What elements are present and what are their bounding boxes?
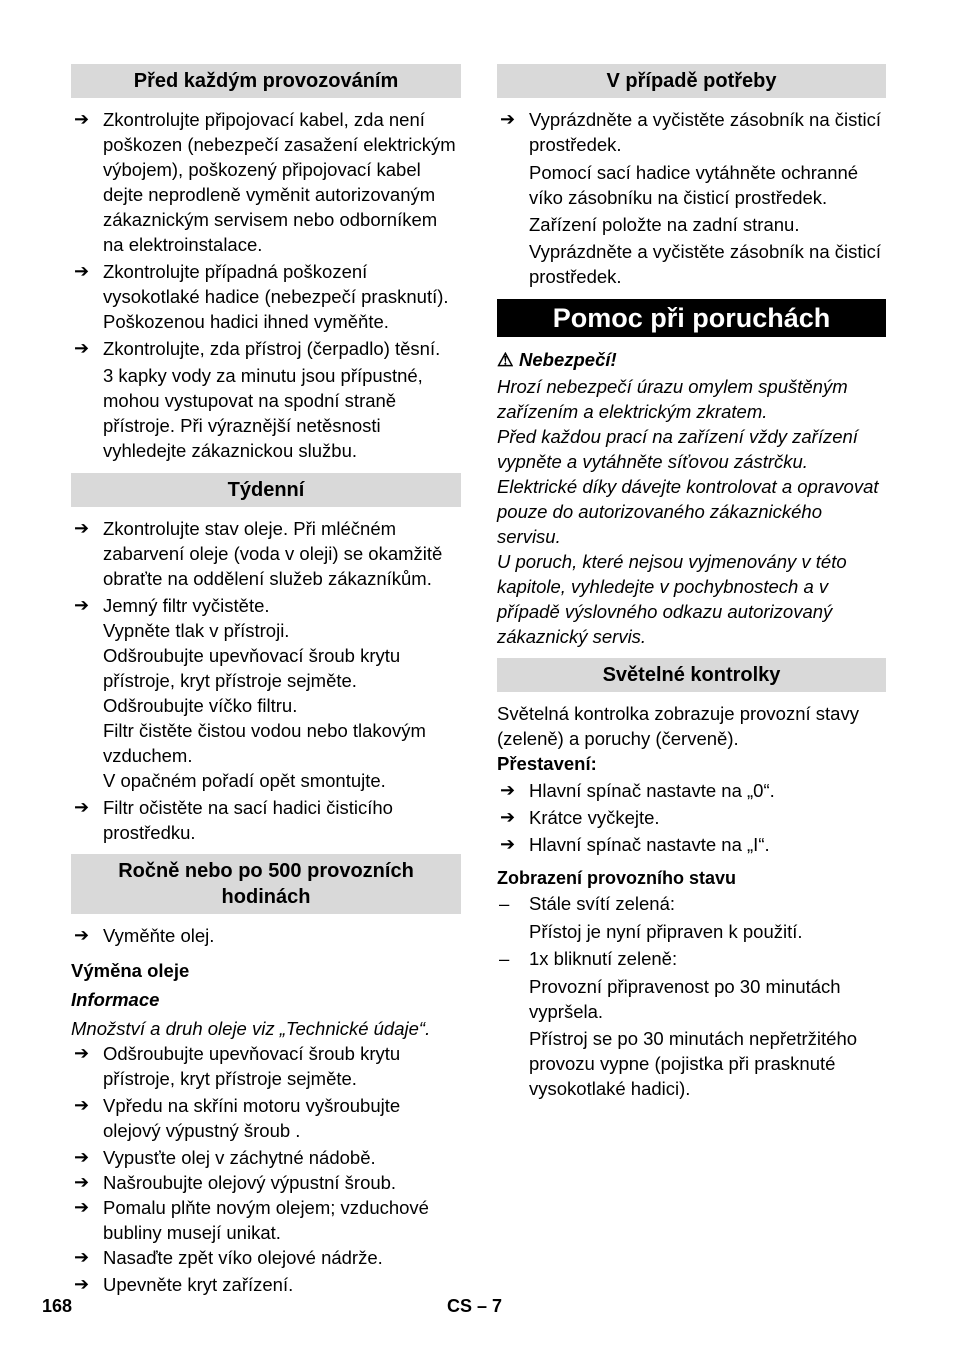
danger-text: Hrozí nebezpečí úrazu omylem spuštěným zařízením a elektrickým zkratem.: [497, 376, 848, 422]
arrow-right-icon: ➔: [500, 780, 516, 800]
warning-triangle-icon: ⚠: [497, 349, 514, 370]
list-item: ➔ Zkontrolujte, zda přístroj (čerpadlo) těsní.: [74, 338, 441, 359]
arrow-right-icon: ➔: [74, 1147, 90, 1167]
list-item: ➔ Zkontrolujte případná poškození vysokotlaké hadice (nebezpečí prasknutí).: [74, 261, 449, 307]
arrow-right-icon: ➔: [74, 338, 90, 358]
list-item: – 1x bliknutí zeleně:: [499, 948, 678, 969]
chapter-heading-troubleshooting: Pomoc při poruchách: [497, 299, 886, 337]
list-item: ➔ Vpředu na skříni motoru vyšroubujte olejový výpustný šroub .: [74, 1095, 401, 1141]
subheading-reset: Přestavení:: [497, 753, 597, 774]
section-heading-indicator-lights: Světelné kontrolky: [497, 658, 886, 692]
list-item: ➔ Zkontrolujte připojovací kabel, zda není poškozen (nebezpečí zasažení elektrickým výbojem), poškozený připojovací kabel dejte neprodleně vyměnit autorizovaným zákaznickým servisem nebo odborníkem na elektroinstalace.: [74, 109, 456, 255]
info-label: Informace: [71, 989, 160, 1010]
arrow-right-icon: ➔: [74, 1247, 90, 1267]
paragraph: Světelná kontrolka zobrazuje provozní stavy (zeleně) a poruchy (červeně).: [497, 703, 859, 749]
arrow-right-icon: ➔: [74, 595, 90, 615]
arrow-right-icon: ➔: [74, 1274, 90, 1294]
paragraph: Provozní připravenost po 30 minutách vypršela.: [529, 976, 841, 1022]
arrow-right-icon: ➔: [500, 807, 516, 827]
section-heading-yearly: Ročně nebo po 500 provozních hodinách: [71, 854, 461, 914]
paragraph: 3 kapky vody za minutu jsou přípustné, mohou vystupovat na spodní straně přístroje. Při výraznější netěsnosti vyhledejte zákaznickou službu.: [103, 365, 423, 461]
list-item: ➔ Vyprázdněte a vyčistěte zásobník na čisticí prostředek.: [500, 109, 882, 155]
paragraph: Odšroubujte upevňovací šroub krytu přístroje, kryt přístroje sejměte.: [103, 645, 401, 691]
arrow-right-icon: ➔: [74, 1095, 90, 1115]
danger-text: Elektrické díky dávejte kontrolovat a opravovat pouze do autorizovaného zákaznického servisu.: [497, 476, 879, 547]
subheading-operating-status: Zobrazení provozního stavu: [497, 868, 737, 888]
paragraph: Zařízení položte na zadní stranu.: [529, 214, 800, 235]
list-item: ➔ Filtr očistěte na sací hadici čisticího prostředku.: [74, 797, 393, 843]
list-item: ➔ Odšroubujte upevňovací šroub krytu přístroje, kryt přístroje sejměte.: [74, 1043, 401, 1089]
left-column: [71, 64, 461, 1297]
arrow-right-icon: ➔: [74, 1043, 90, 1063]
paragraph: Přístoj je nyní připraven k použití.: [529, 921, 803, 942]
list-item: – Stále svítí zelená:: [499, 893, 676, 914]
list-item: ➔ Hlavní spínač nastavte na „0“.: [500, 780, 775, 801]
list-item: ➔ Nasaďte zpět víko olejové nádrže.: [74, 1247, 383, 1268]
list-item: ➔ Upevněte kryt zařízení.: [74, 1274, 294, 1295]
list-item: ➔ Krátce vyčkejte.: [500, 807, 660, 828]
section-heading-before-each-use: Před každým provozováním: [71, 64, 461, 98]
list-item: ➔ Jemný filtr vyčistěte.: [74, 595, 270, 616]
arrow-right-icon: ➔: [500, 109, 516, 129]
list-item: ➔ Vyměňte olej.: [74, 925, 215, 946]
arrow-right-icon: ➔: [74, 1197, 90, 1217]
paragraph: Vypněte tlak v přístroji.: [103, 620, 290, 641]
arrow-right-icon: ➔: [74, 925, 90, 945]
dash-bullet: –: [499, 893, 510, 914]
arrow-right-icon: ➔: [74, 1172, 90, 1192]
page-code: CS – 7: [447, 1296, 503, 1316]
paragraph: Poškozenou hadici ihned vyměňte.: [103, 311, 389, 332]
right-column: [497, 64, 886, 1101]
list-item: ➔ Hlavní spínač nastavte na „I“.: [500, 834, 770, 855]
arrow-right-icon: ➔: [74, 109, 90, 129]
list-item: ➔ Zkontrolujte stav oleje. Při mléčném zabarvení oleje (voda v oleji) se okamžitě obraťte na oddělení služeb zákazníkům.: [74, 518, 443, 589]
arrow-right-icon: ➔: [74, 797, 90, 817]
paragraph: Odšroubujte víčko filtru.: [103, 695, 298, 716]
dash-bullet: –: [499, 948, 510, 969]
danger-text: U poruch, které nejsou vyjmenovány v této kapitole, vyhledejte v pochybnostech a v případě výslovného odkazu autorizovaný zákaznický servis.: [497, 551, 847, 647]
info-text: Množství a druh oleje viz „Technické údaje“.: [71, 1018, 431, 1039]
paragraph: Filtr čistěte čistou vodou nebo tlakovým vzduchem.: [103, 720, 426, 766]
subheading-oil-change: Výměna oleje: [71, 960, 190, 981]
list-item: ➔ Vypusťte olej v záchytné nádobě.: [74, 1147, 376, 1168]
section-heading-weekly: Týdenní: [71, 473, 461, 507]
arrow-right-icon: ➔: [74, 261, 90, 281]
arrow-right-icon: ➔: [74, 518, 90, 538]
list-item: ➔ Pomalu plňte novým olejem; vzduchové bubliny musejí unikat.: [74, 1197, 429, 1243]
paragraph: Přístroj se po 30 minutách nepřetržitého provozu vypne (pojistka při prasknuté vysokotlaké hadici).: [529, 1028, 858, 1099]
section-heading-if-needed: V případě potřeby: [497, 64, 886, 98]
paragraph: Vyprázdněte a vyčistěte zásobník na čisticí prostředek.: [529, 241, 882, 287]
paragraph: Pomocí sací hadice vytáhněte ochranné víko zásobníku na čisticí prostředek.: [529, 162, 859, 208]
paragraph: V opačném pořadí opět smontujte.: [103, 770, 386, 791]
page-number: 168: [42, 1296, 73, 1316]
danger-label: ⚠ Nebezpečí!: [497, 349, 617, 370]
list-item: ➔ Našroubujte olejový výpustní šroub.: [74, 1172, 397, 1193]
danger-text: Před každou prací na zařízení vždy zařízení vypněte a vytáhněte síťovou zástrčku.: [497, 426, 858, 472]
arrow-right-icon: ➔: [500, 834, 516, 854]
